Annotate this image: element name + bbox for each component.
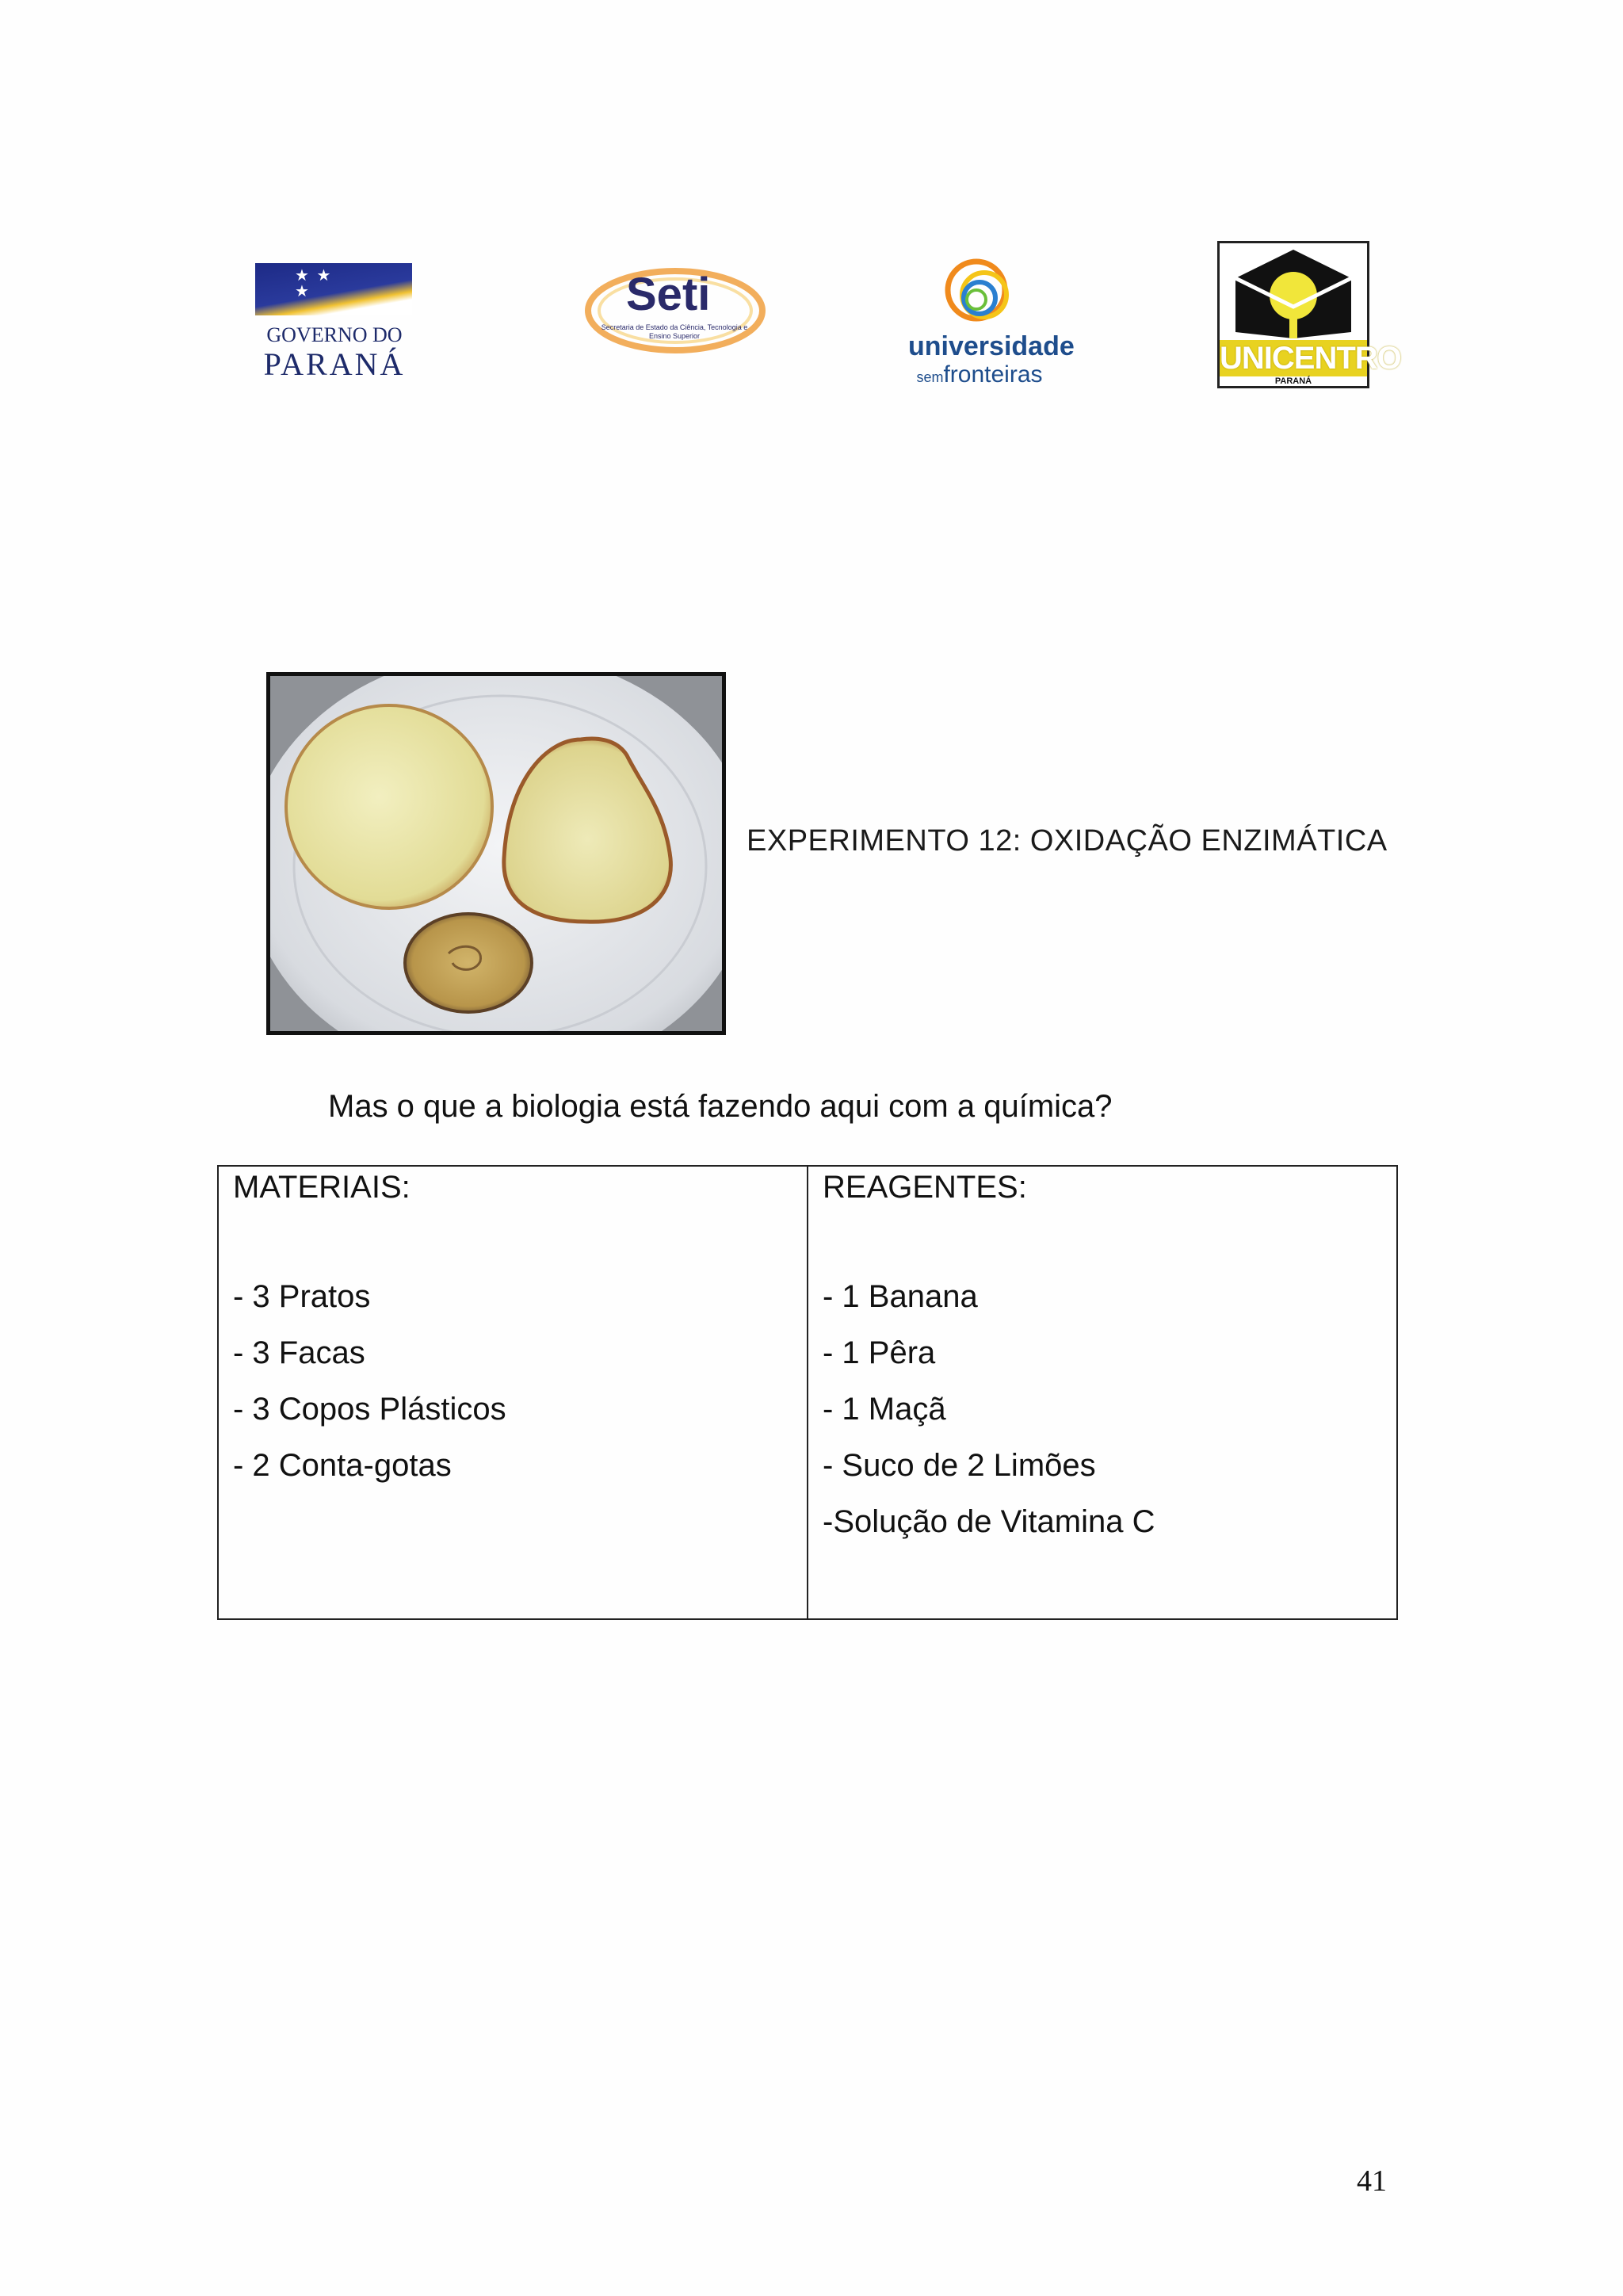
usf-logo-small: sem: [916, 369, 944, 385]
reagents-item: - Suco de 2 Limões: [823, 1448, 1096, 1483]
unicentro-cube-icon: [1220, 243, 1367, 340]
table-column-divider: [807, 1167, 808, 1618]
experiment-title: EXPERIMENTO 12: OXIDAÇÃO ENZIMÁTICA: [747, 824, 1388, 858]
fruit-plate-illustration: [270, 676, 722, 1031]
materials-item: - 2 Conta-gotas: [233, 1448, 452, 1483]
reagents-item: - 1 Pêra: [823, 1335, 936, 1370]
governo-logo-line1: GOVERNO DO: [266, 323, 403, 346]
seti-logo-word: Seti: [626, 269, 711, 320]
materials-item: - 3 Pratos: [233, 1279, 371, 1314]
reagents-item: - 1 Maçã: [823, 1392, 946, 1427]
page-number: 41: [1357, 2164, 1387, 2198]
universidade-sem-fronteiras-logo: [908, 252, 1075, 391]
usf-rings-icon: [908, 252, 1051, 331]
fruit-oxidation-photo: [266, 672, 726, 1035]
governo-parana-logo: [255, 263, 414, 382]
materials-item: - 3 Copos Plásticos: [233, 1392, 506, 1427]
governo-logo-line2: PARANÁ: [263, 346, 406, 382]
materials-heading: MATERIAIS:: [233, 1170, 411, 1205]
reagents-item: - 1 Banana: [823, 1279, 978, 1314]
usf-logo-word: fronteiras: [943, 361, 1043, 388]
unicentro-logo: [1217, 241, 1401, 388]
intro-question: Mas o que a biologia está fazendo aqui com a química?: [328, 1089, 1113, 1124]
seti-logo-subtitle: Secretaria de Estado da Ciência, Tecnologia e Ensino Superior: [601, 323, 748, 340]
reagents-heading: REAGENTES:: [823, 1170, 1027, 1205]
unicentro-logo-sub: PARANÁ: [1274, 376, 1312, 386]
seti-logo: [583, 263, 767, 358]
usf-logo-line1: universidade: [908, 331, 1075, 361]
reagents-item: -Solução de Vitamina C: [823, 1504, 1155, 1539]
materials-reagents-table: [217, 1165, 1398, 1620]
usf-logo-line2: [908, 361, 1051, 388]
materials-item: - 3 Facas: [233, 1335, 365, 1370]
parana-flag-icon: ★ ★ ★: [255, 263, 412, 315]
unicentro-logo-word: UNICENTRO: [1220, 341, 1401, 376]
